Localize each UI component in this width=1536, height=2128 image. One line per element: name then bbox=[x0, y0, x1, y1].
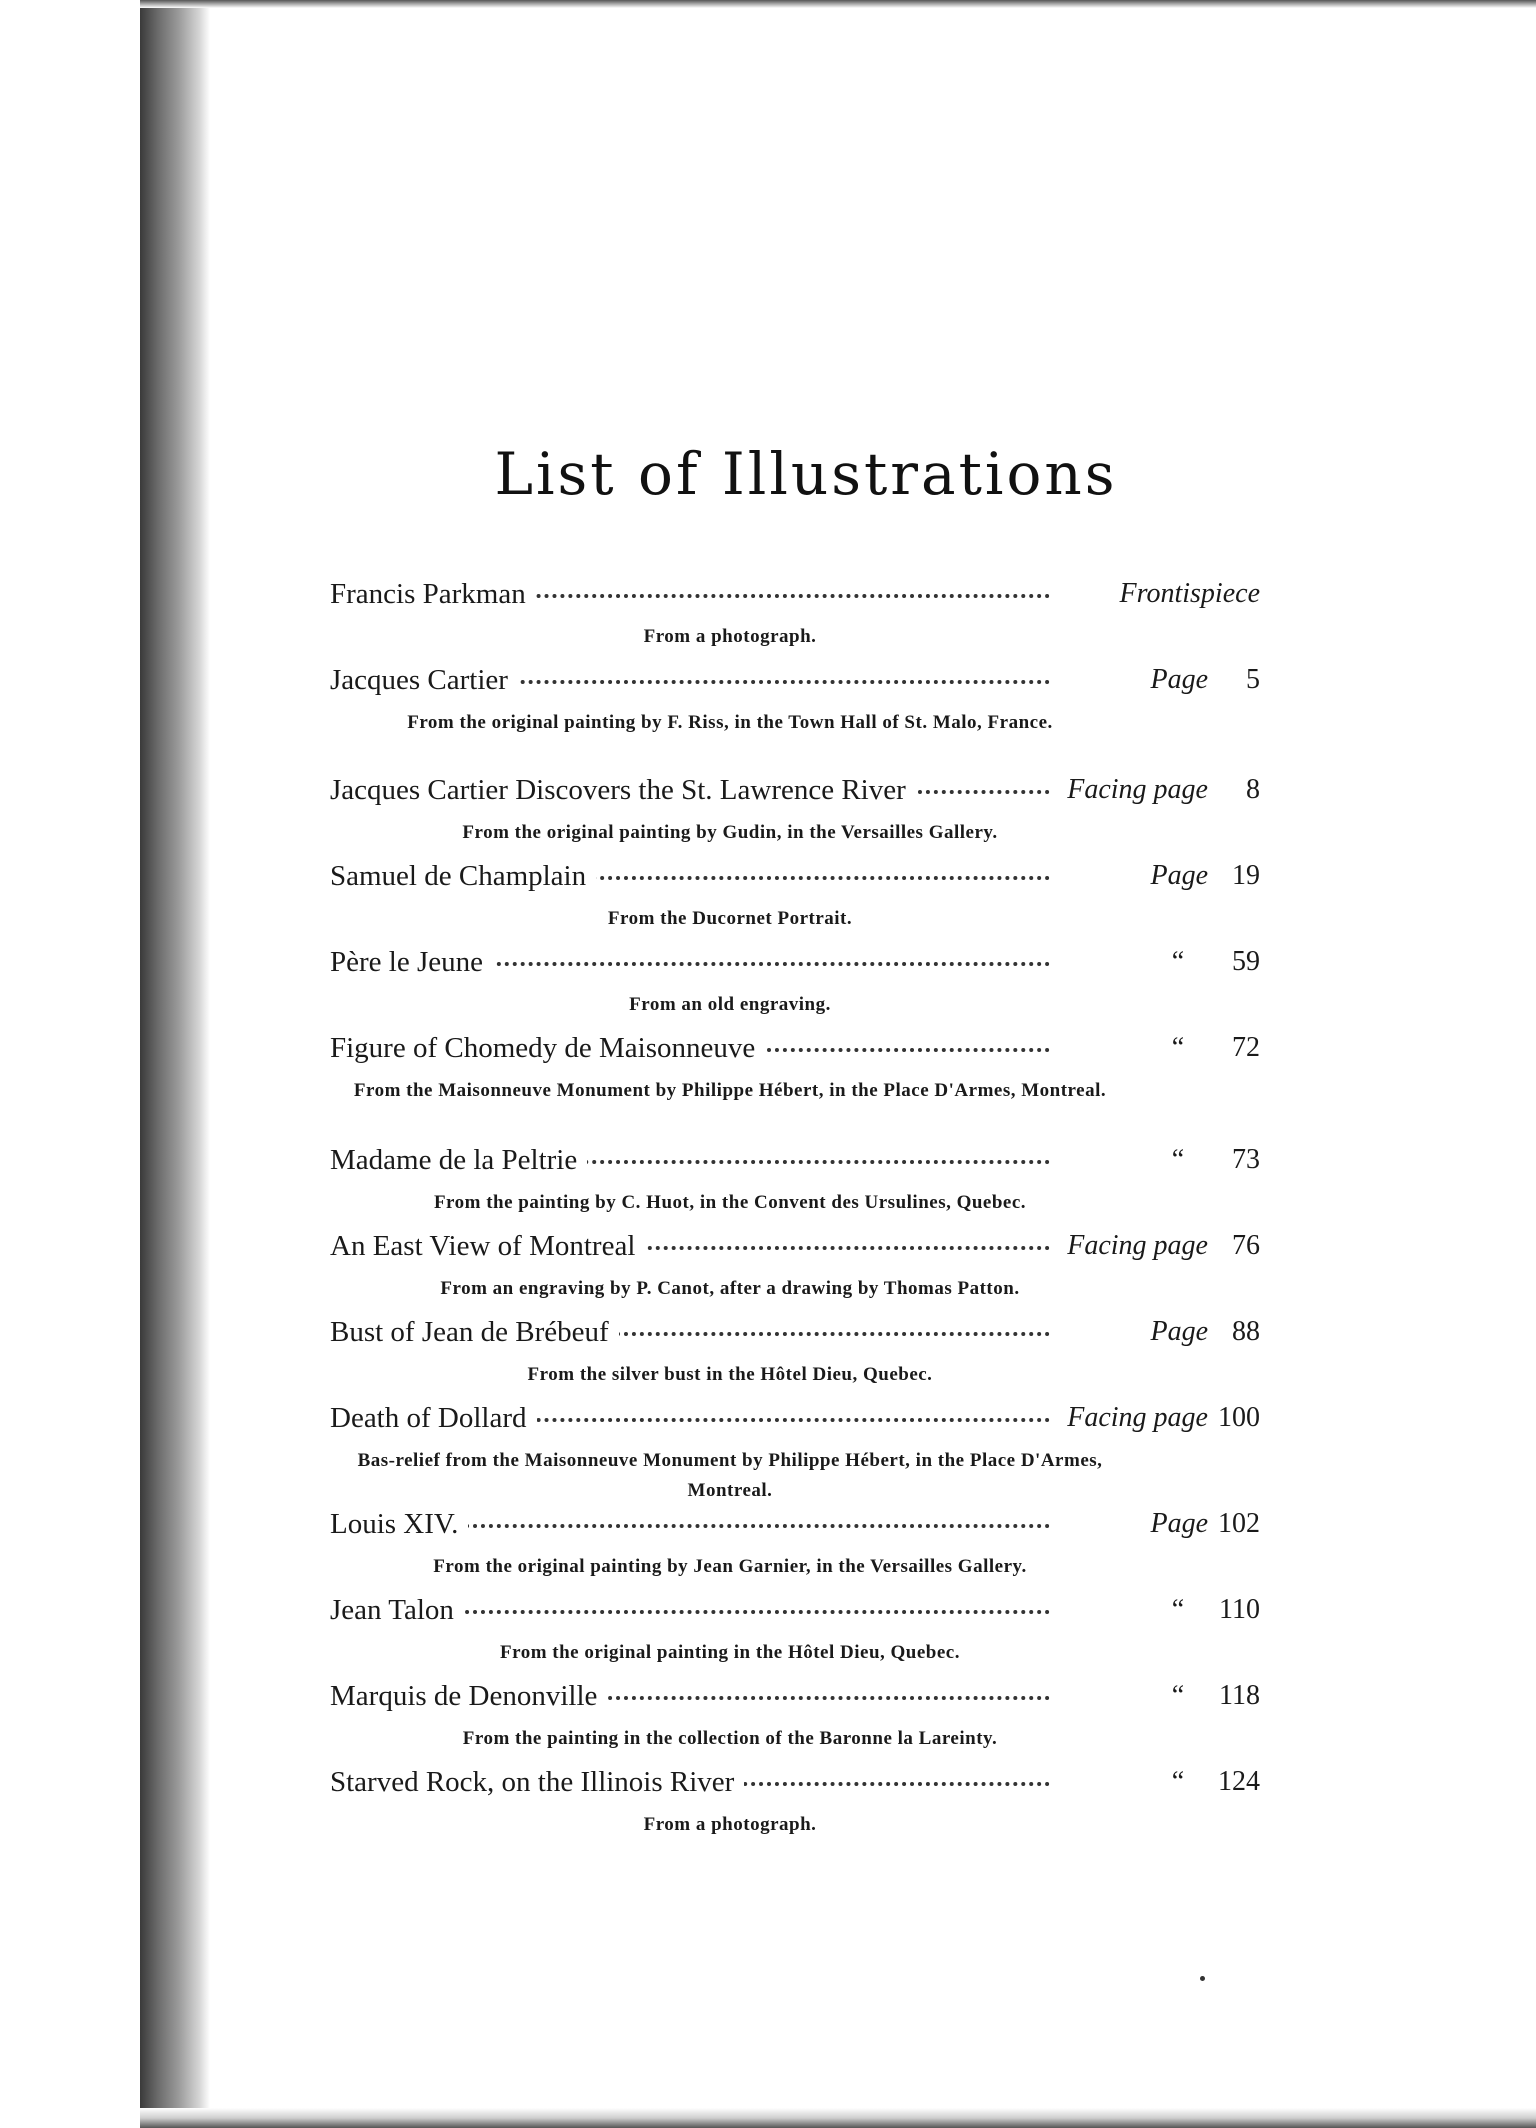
location-label: Page bbox=[1150, 1508, 1208, 1539]
location-label: Facing page bbox=[1067, 1230, 1208, 1261]
ditto-mark: “ bbox=[1171, 1766, 1185, 1797]
illustration-location bbox=[1134, 1766, 1260, 1798]
illustration-location bbox=[1136, 1316, 1260, 1348]
illustration-title: Figure of Chomedy de Maisonneuve bbox=[330, 1032, 765, 1065]
illustration-entry bbox=[330, 774, 1260, 848]
illustration-entry bbox=[330, 946, 1260, 1020]
illustration-entry bbox=[330, 664, 1260, 738]
page-number: 72 bbox=[1232, 1032, 1260, 1063]
illustration-entry bbox=[330, 860, 1260, 934]
illustration-entry bbox=[330, 1402, 1260, 1506]
page-number: 76 bbox=[1232, 1230, 1260, 1261]
page-bottom-edge bbox=[140, 2108, 1536, 2128]
ink-speck bbox=[1200, 1976, 1205, 1981]
illustration-source: From the painting by C. Huot, in the Convent des Ursulines, Quebec. bbox=[433, 1192, 1027, 1213]
page-number: 102 bbox=[1218, 1508, 1260, 1539]
illustration-title: Père le Jeune bbox=[330, 946, 493, 979]
illustration-source: From an engraving by P. Canot, after a drawing by Thomas Patton. bbox=[440, 1278, 1020, 1299]
illustration-location bbox=[1053, 1230, 1260, 1262]
binding-shadow bbox=[140, 0, 210, 2128]
illustration-entry bbox=[330, 1680, 1260, 1754]
illustration-entry bbox=[330, 1766, 1260, 1840]
illustration-location bbox=[1053, 1402, 1260, 1434]
illustration-source: From the original painting by Gudin, in the Versailles Gallery. bbox=[462, 822, 998, 843]
page-number: 100 bbox=[1218, 1402, 1260, 1433]
illustration-entry bbox=[330, 1144, 1260, 1218]
ditto-mark: “ bbox=[1171, 1144, 1185, 1175]
illustration-title: Louis XIV. bbox=[330, 1508, 468, 1541]
illustration-source: From a photograph. bbox=[643, 1814, 817, 1835]
illustration-source: From the original painting by Jean Garnier, in the Versailles Gallery. bbox=[433, 1556, 1027, 1577]
illustration-entry bbox=[330, 578, 1260, 652]
page-top-edge bbox=[140, 0, 1536, 8]
illustration-source: From the Maisonneuve Monument by Philippe Hébert, in the Place D'Armes, Montreal. bbox=[353, 1080, 1107, 1101]
illustration-title: Jean Talon bbox=[330, 1594, 464, 1627]
page-number: 59 bbox=[1232, 946, 1260, 977]
page-number: 124 bbox=[1218, 1766, 1260, 1797]
illustration-location bbox=[1134, 1594, 1260, 1626]
illustration-entry bbox=[330, 1594, 1260, 1668]
illustration-location bbox=[1053, 774, 1260, 806]
illustration-source: From the original painting by F. Riss, in the Town Hall of St. Malo, France. bbox=[407, 712, 1053, 733]
location-label: Page bbox=[1150, 664, 1208, 695]
location-label: Frontispiece bbox=[1119, 578, 1260, 609]
location-label: Page bbox=[1150, 860, 1208, 891]
location-label: Facing page bbox=[1067, 1402, 1208, 1433]
page-number: 5 bbox=[1246, 664, 1260, 695]
page-number: 118 bbox=[1219, 1680, 1260, 1711]
illustration-title: Jacques Cartier bbox=[330, 664, 518, 697]
illustration-title: Jacques Cartier Discovers the St. Lawrence River bbox=[330, 774, 916, 807]
illustration-title: Samuel de Champlain bbox=[330, 860, 596, 893]
page-number: 88 bbox=[1232, 1316, 1260, 1347]
illustration-title: Death of Dollard bbox=[330, 1402, 537, 1435]
ditto-mark: “ bbox=[1171, 1594, 1185, 1625]
illustration-source: From the painting in the collection of the Baronne la Lareinty. bbox=[462, 1728, 998, 1749]
illustration-entry bbox=[330, 1230, 1260, 1304]
page-number: 73 bbox=[1232, 1144, 1260, 1175]
illustration-title: An East View of Montreal bbox=[330, 1230, 645, 1263]
illustration-title: Francis Parkman bbox=[330, 578, 536, 611]
illustration-location bbox=[1134, 1144, 1260, 1176]
illustration-title: Madame de la Peltrie bbox=[330, 1144, 587, 1177]
illustration-title: Starved Rock, on the Illinois River bbox=[330, 1766, 744, 1799]
illustration-title: Bust of Jean de Brébeuf bbox=[330, 1316, 619, 1349]
ditto-mark: “ bbox=[1171, 946, 1185, 977]
illustration-location bbox=[1106, 578, 1260, 610]
page-title: List of Illustrations bbox=[494, 440, 1118, 508]
illustration-location bbox=[1136, 1508, 1260, 1540]
illustration-location bbox=[1134, 1680, 1260, 1712]
ditto-mark: “ bbox=[1171, 1032, 1185, 1063]
page-number: 8 bbox=[1246, 774, 1260, 805]
page-number: 19 bbox=[1232, 860, 1260, 891]
illustration-location bbox=[1134, 946, 1260, 978]
illustration-entry bbox=[330, 1316, 1260, 1390]
illustration-entry bbox=[330, 1032, 1260, 1106]
illustration-source: From the silver bust in the Hôtel Dieu, Quebec. bbox=[527, 1364, 933, 1385]
illustration-source: Bas-relief from the Maisonneuve Monument by Philippe Hébert, in the Place D'Armes, Montreal. bbox=[357, 1450, 1103, 1501]
illustration-source: From a photograph. bbox=[643, 626, 817, 647]
ditto-mark: “ bbox=[1171, 1680, 1185, 1711]
illustration-location bbox=[1136, 860, 1260, 892]
illustration-entry bbox=[330, 1508, 1260, 1582]
page-number: 110 bbox=[1219, 1594, 1260, 1625]
illustration-location bbox=[1134, 1032, 1260, 1064]
location-label: Facing page bbox=[1067, 774, 1208, 805]
illustration-source: From the Ducornet Portrait. bbox=[607, 908, 853, 929]
illustration-source: From the original painting in the Hôtel Dieu, Quebec. bbox=[500, 1642, 960, 1663]
illustration-location bbox=[1136, 664, 1260, 696]
illustration-source: From an old engraving. bbox=[629, 994, 831, 1015]
location-label: Page bbox=[1150, 1316, 1208, 1347]
illustration-title: Marquis de Denonville bbox=[330, 1680, 607, 1713]
